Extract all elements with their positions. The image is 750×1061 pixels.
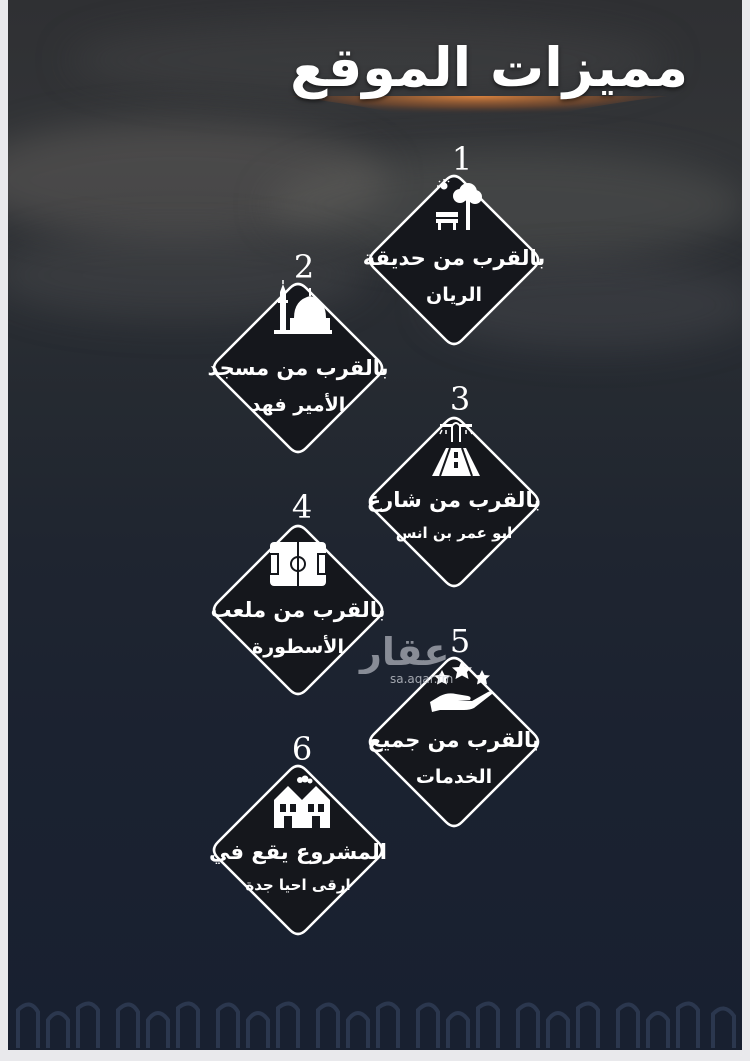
watermark-url: sa.aqar.fm: [390, 672, 454, 686]
feature-line2: الأمير فهد: [250, 394, 346, 416]
feature-line1: بالقرب من حديقة: [362, 246, 546, 270]
street-road-icon: [426, 418, 486, 478]
feature-line2: ارقى احيا جدة: [245, 876, 351, 894]
feature-number: 4: [291, 488, 313, 526]
feature-number: 3: [449, 380, 471, 418]
watermark-brand: عقار: [360, 630, 450, 674]
feature-line2: الأسطورة: [252, 636, 344, 658]
feature-card-6: [198, 730, 398, 950]
houses-icon: [270, 774, 334, 830]
feature-line1: المشروع يقع في: [209, 840, 387, 864]
poster: [8, 0, 742, 1050]
park-bench-tree-icon: [430, 178, 486, 234]
page-title: مميزات الموقع: [290, 36, 688, 99]
title-glow: [288, 96, 668, 136]
feature-line1: بالقرب من ملعب: [210, 598, 386, 622]
feature-line1: بالقرب من مسجد: [207, 356, 389, 380]
feature-number: 2: [293, 248, 315, 286]
feature-number: 6: [291, 730, 313, 768]
feature-line2: الريان: [426, 284, 482, 306]
feature-number: 1: [451, 140, 473, 178]
football-field-icon: [268, 540, 328, 588]
feature-line1: بالقرب من شارع: [366, 488, 542, 512]
feature-line2: الخدمات: [415, 766, 493, 788]
feature-line2: ابو عمر بن انس: [395, 524, 513, 542]
feature-number: 5: [449, 622, 471, 660]
decorative-pattern: [8, 990, 742, 1050]
mosque-icon: [268, 278, 332, 342]
feature-line1: بالقرب من جميع: [368, 728, 540, 752]
